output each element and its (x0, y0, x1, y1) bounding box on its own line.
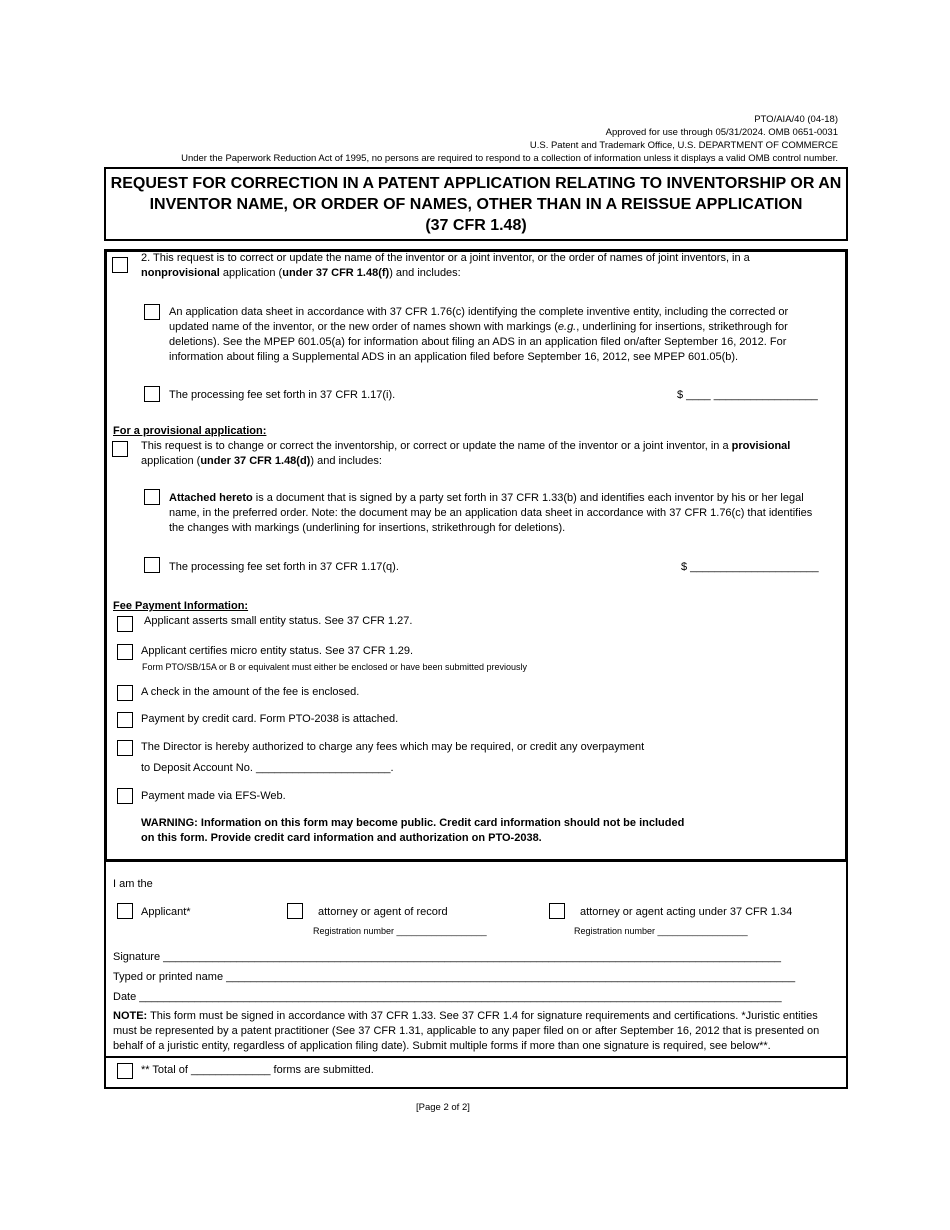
ads-checkbox[interactable] (144, 304, 160, 320)
deposit-account-text-a: The Director is hereby authorized to charge any fees which may be required, or credit any overpayment (141, 741, 645, 753)
credit-card-checkbox[interactable] (117, 712, 133, 728)
provisional-checkbox[interactable] (112, 441, 128, 457)
registration-number-2[interactable]: Registration number __________________ (574, 926, 748, 936)
efs-web-checkbox[interactable] (117, 788, 133, 804)
processing-fee-q-amount[interactable]: $ _____________________ (681, 561, 819, 573)
applicant-label: Applicant* (141, 906, 191, 918)
page-number: [Page 2 of 2] (416, 1102, 470, 1113)
attorney-134-label: attorney or agent acting under 37 CFR 1.34 (580, 906, 793, 918)
deposit-account-checkbox[interactable] (117, 740, 133, 756)
agency-text: U.S. Patent and Trademark Office, U.S. DEPARTMENT OF COMMERCE (529, 140, 838, 151)
provisional-intro-a: This request is to change or correct the inventorship, or correct or update the name of the inventor or a joint inventor, in a provisional (141, 440, 791, 452)
title-line-3: (37 CFR 1.48) (425, 217, 527, 234)
attorney-134-checkbox[interactable] (549, 903, 565, 919)
provisional-heading: For a provisional application: (113, 425, 267, 437)
check-enclosed-text: A check in the amount of the fee is enclosed. (141, 686, 360, 698)
small-entity-text: Applicant asserts small entity status. See 37 CFR 1.27. (144, 615, 413, 627)
attached-document-text: Attached hereto is a document that is signed by a party set forth in 37 CFR 1.33(b) and identifies each inventor by his or her legal name, in the preferred order. Note: the document may be an application data sheet in accordance with 37 CFR 1.76(c) that identifies the changes with markings (underlining for insertions, strikethrough for deletions). (169, 492, 813, 534)
i-am-label: I am the (113, 878, 153, 890)
total-forms-checkbox[interactable] (117, 1063, 133, 1079)
title-line-1: REQUEST FOR CORRECTION IN A PATENT APPLICATION RELATING TO INVENTORSHIP OR AN (110, 175, 842, 192)
provisional-intro-b: application (under 37 CFR 1.48(d)) and includes: (141, 455, 382, 467)
form-number: PTO/AIA/40 (04-18) (754, 114, 838, 125)
title-line-2: INVENTOR NAME, OR ORDER OF NAMES, OTHER THAN IN A REISSUE APPLICATION (149, 196, 803, 213)
total-forms-text[interactable]: ** Total of _____________ forms are submitted. (141, 1064, 374, 1076)
micro-entity-note: Form PTO/SB/15A or B or equivalent must either be enclosed or have been submitted previously (142, 662, 528, 672)
nonprovisional-checkbox[interactable] (112, 257, 128, 273)
ads-text: An application data sheet in accordance with 37 CFR 1.76(c) identifying the complete inventive entity, including the corrected or updated name of the inventor, or the new order of names shown with markings (e.g., underlining for insertions, strikethrough for deletions). See the MPEP 601.05(a) for information about filing an ADS in an application filed on/after September 16, 2012. For information about filing a Supplemental ADS in an application filed before September 16, 2012, see MPEP 601.05(b). (169, 306, 789, 363)
typed-name-line[interactable]: Typed or printed name _____________________________________________________________________________________________ (113, 971, 796, 983)
credit-card-text: Payment by credit card. Form PTO-2038 is attached. (141, 713, 399, 725)
applicant-checkbox[interactable] (117, 903, 133, 919)
efs-web-text: Payment made via EFS-Web. (141, 790, 286, 802)
deposit-account-text-b[interactable]: to Deposit Account No. ______________________. (141, 762, 394, 774)
processing-fee-i-amount[interactable]: $ ____ _________________ (677, 389, 818, 401)
warning-text-b: on this form. Provide credit card information and authorization on PTO-2038. (141, 832, 542, 844)
processing-fee-q-text: The processing fee set forth in 37 CFR 1.17(q). (169, 561, 399, 573)
form-title (104, 167, 848, 241)
small-entity-checkbox[interactable] (117, 616, 133, 632)
micro-entity-checkbox[interactable] (117, 644, 133, 660)
attorney-of-record-label: attorney or agent of record (318, 906, 448, 918)
note-text: NOTE: This form must be signed in accordance with 37 CFR 1.33. See 37 CFR 1.4 for signature requirements and certifications. *Juristic entities must be represented by a patent practitioner (See 37 CFR 1.31, applicable to any paper filed on or after September 16, 2012 that is presented on behalf of a juristic entity, regardless of application filing date). Submit multiple forms if more than one signature is required, see below**. (113, 1010, 820, 1052)
registration-number-1[interactable]: Registration number __________________ (313, 926, 487, 936)
date-line[interactable]: Date _________________________________________________________________________________________________________ (113, 991, 782, 1003)
section2-intro-b: nonprovisional application (under 37 CFR 1.48(f)) and includes: (141, 267, 461, 279)
attorney-of-record-checkbox[interactable] (287, 903, 303, 919)
processing-fee-q-checkbox[interactable] (144, 557, 160, 573)
divider (104, 1056, 848, 1058)
approval-text: Approved for use through 05/31/2024. OMB 0651-0031 (605, 127, 838, 138)
processing-fee-i-checkbox[interactable] (144, 386, 160, 402)
signature-line[interactable]: Signature _____________________________________________________________________________________________________ (113, 951, 782, 963)
fee-payment-heading: Fee Payment Information: (113, 600, 249, 612)
paperwork-text: Under the Paperwork Reduction Act of 1995, no persons are required to respond to a collection of information unless it displays a valid OMB control number. (181, 153, 838, 164)
check-enclosed-checkbox[interactable] (117, 685, 133, 701)
attached-document-checkbox[interactable] (144, 489, 160, 505)
section2-intro-a: 2. This request is to correct or update the name of the inventor or a joint inventor, or the order of names of joint inventors, in a (141, 252, 750, 264)
warning-text-a: WARNING: Information on this form may become public. Credit card information should not be included (141, 817, 685, 829)
processing-fee-i-text: The processing fee set forth in 37 CFR 1.17(i). (169, 389, 396, 401)
micro-entity-text: Applicant certifies micro entity status. See 37 CFR 1.29. (141, 645, 414, 657)
